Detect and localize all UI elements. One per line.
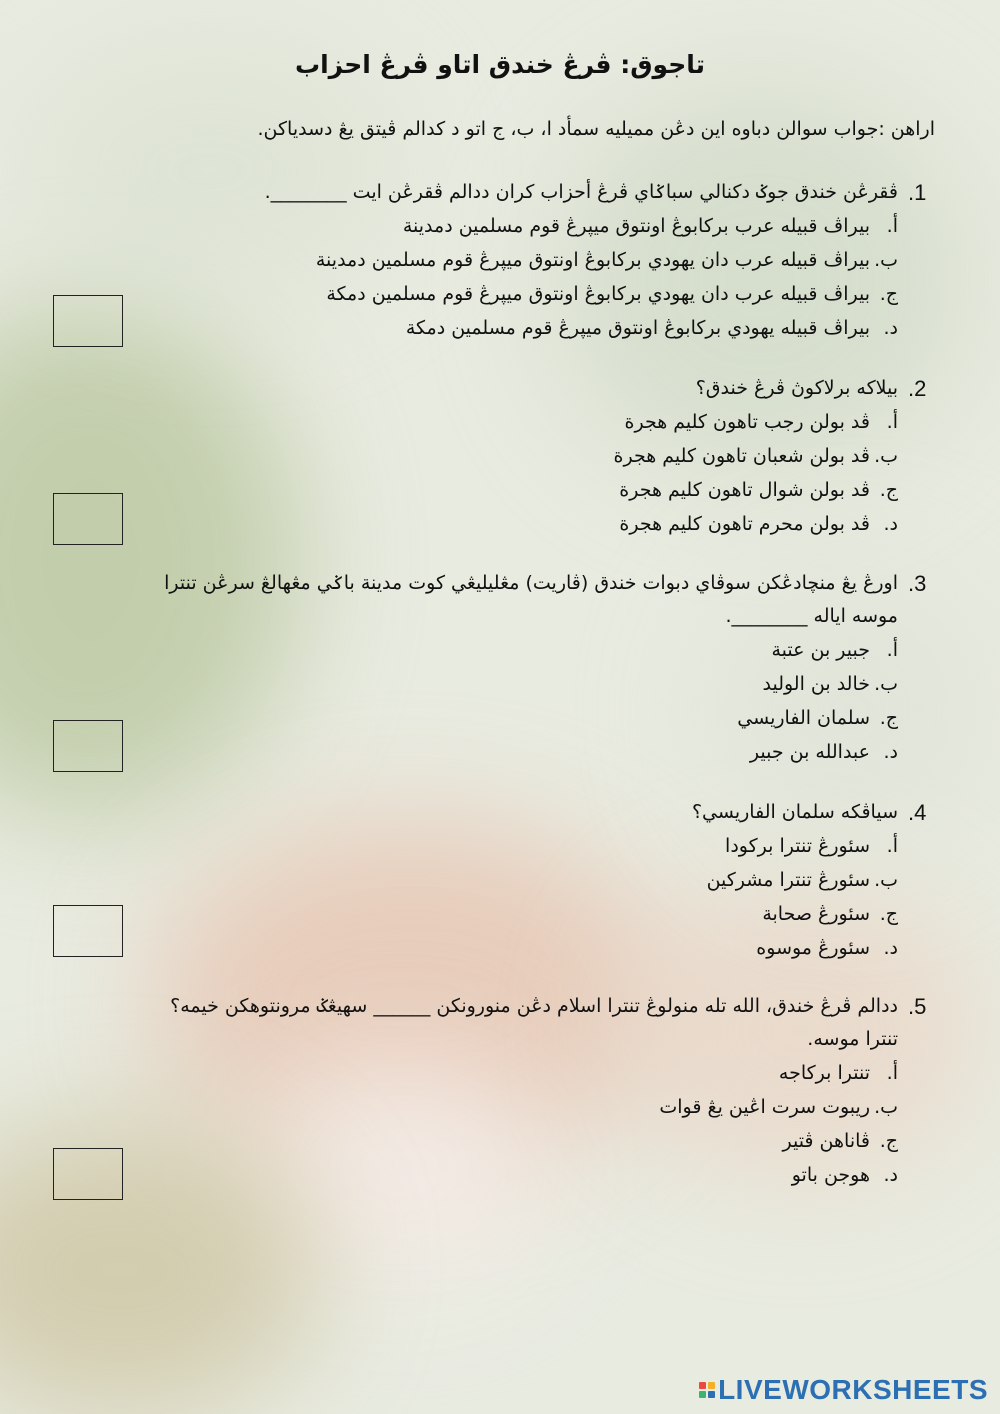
- option-c: [48, 701, 948, 735]
- option-text: بيراڤ قبيله عرب دان يهودي بركابوڠ اونتوق ميڽرڠ قوم مسلمين دمدينة: [315, 249, 870, 271]
- answer-box-1[interactable]: [53, 295, 123, 347]
- option-c: [88, 897, 948, 931]
- option-letter: ب.: [874, 869, 898, 891]
- option-text: هوجن باتو: [791, 1164, 870, 1186]
- option-d: [88, 931, 948, 965]
- question-5-text-line-2: [48, 1023, 948, 1056]
- option-c: [88, 277, 948, 311]
- question-number: 5.: [908, 994, 927, 1019]
- option-b: [48, 1090, 948, 1124]
- question-2-text-line: [88, 372, 948, 405]
- option-text: ڤد بولن شوال تاهون كليم هجرة: [619, 479, 870, 501]
- option-letter: د.: [883, 513, 898, 535]
- option-a: [88, 209, 948, 243]
- option-letter: أ.: [886, 215, 898, 237]
- option-text: بيراڤ قبيله عرب بركابوڠ اونتوق ميڽرڠ قوم مسلمين دمدينة: [402, 215, 870, 237]
- logo-square: [699, 1391, 706, 1398]
- question-1: [88, 176, 948, 345]
- option-letter: د.: [883, 317, 898, 339]
- question-text: سياڤكه سلمان الفاريسي؟: [691, 801, 898, 823]
- option-letter: ب.: [874, 1096, 898, 1118]
- worksheet-title: تاجوق: ڤرڠ خندق اتاو ڤرڠ احزاب: [294, 50, 706, 79]
- option-text: ريبوت سرت اڠين يڠ قوات: [659, 1096, 870, 1118]
- option-letter: أ.: [886, 639, 898, 661]
- liveworksheets-logo[interactable]: [699, 1374, 988, 1406]
- option-d: [48, 735, 948, 769]
- question-text-continued: تنترا موسه.: [807, 1028, 898, 1050]
- option-text: عبدالله بن جبير: [749, 741, 870, 763]
- option-letter: ج.: [879, 479, 898, 501]
- question-3-text-line: [48, 567, 948, 600]
- option-b: [88, 439, 948, 473]
- question-1-text-line: [88, 176, 948, 209]
- option-text: سئورڠ تنترا مشركين: [706, 869, 870, 891]
- option-text: تنترا بركاجه: [778, 1062, 870, 1084]
- option-text: بيراڤ قبيله عرب دان يهودي بركابوڠ اونتوق ميڽرڠ قوم مسلمين دمكة: [326, 283, 870, 305]
- logo-square: [708, 1382, 715, 1389]
- option-letter: ج.: [879, 903, 898, 925]
- option-letter: ج.: [879, 283, 898, 305]
- option-text: بيراڤ قبيله يهودي بركابوڠ اونتوق ميڽرڠ قوم مسلمين دمكة: [405, 317, 870, 339]
- option-letter: ب.: [874, 249, 898, 271]
- option-letter: ب.: [874, 673, 898, 695]
- option-text: خالد بن الوليد: [762, 673, 870, 695]
- question-text: ددالم ڤرڠ خندق، الله تله منولوڠ تنترا اسلام دڠن منورونكن ______ سهيڠݢ مرونتوهكن خيمه؟: [170, 995, 898, 1017]
- question-number: 3.: [908, 571, 927, 596]
- question-number: 4.: [908, 800, 927, 825]
- option-a: [88, 829, 948, 863]
- question-number: 1.: [908, 180, 927, 205]
- liveworksheets-logo-icon: [699, 1382, 715, 1398]
- question-text-continued: موسه اياله ________.: [725, 605, 898, 627]
- logo-text: LIVEWORKSHEETS: [718, 1374, 988, 1405]
- option-letter: د.: [883, 937, 898, 959]
- option-b: [88, 863, 948, 897]
- question-4: [88, 796, 948, 965]
- option-letter: د.: [883, 741, 898, 763]
- option-letter: ج.: [879, 1130, 898, 1152]
- option-letter: أ.: [886, 835, 898, 857]
- option-letter: أ.: [886, 411, 898, 433]
- option-letter: ج.: [879, 707, 898, 729]
- option-text: سئورڠ موسوه: [756, 937, 870, 959]
- option-text: ڤاناهن ڤتير: [782, 1130, 870, 1152]
- option-d: [88, 507, 948, 541]
- question-text: بيلاكه برلاكوڽ ڤرڠ خندق؟: [695, 377, 898, 399]
- option-a: [88, 405, 948, 439]
- option-text: سئورڠ تنترا بركودا: [725, 835, 870, 857]
- question-number: 2.: [908, 376, 927, 401]
- question-text: اورڠ يڠ منچادڠكن سوڤاي دبوات خندق (ڤاريت) مڠليليڠي كوت مدينة باݢي مڠهالڠ سرڠن تنترا: [164, 572, 898, 594]
- option-a: [48, 633, 948, 667]
- option-text: سلمان الفاريسي: [737, 707, 870, 729]
- option-c: [88, 473, 948, 507]
- question-4-text-line: [88, 796, 948, 829]
- option-b: [88, 243, 948, 277]
- option-text: ڤد بولن رجب تاهون كليم هجرة: [624, 411, 870, 433]
- option-letter: ب.: [874, 445, 898, 467]
- instructions: اراهن :جواب سوالن دباوه اين دڠن مميليه سمأد ا، ب، ج اتو د كدالم ڤيتق يڠ دسدياكن.: [257, 118, 935, 140]
- option-text: ڤد بولن محرم تاهون كليم هجرة: [619, 513, 870, 535]
- option-letter: د.: [883, 1164, 898, 1186]
- option-letter: أ.: [886, 1062, 898, 1084]
- question-2: [88, 372, 948, 541]
- logo-square: [699, 1382, 706, 1389]
- question-3: [48, 567, 948, 769]
- answer-box-4[interactable]: [53, 905, 123, 957]
- option-text: سئورڠ صحابة: [762, 903, 870, 925]
- option-b: [48, 667, 948, 701]
- option-d: [48, 1158, 948, 1192]
- question-3-text-line-2: [48, 600, 948, 633]
- option-text: جبير بن عتبة: [771, 639, 870, 661]
- answer-box-2[interactable]: [53, 493, 123, 545]
- answer-box-5[interactable]: [53, 1148, 123, 1200]
- answer-box-3[interactable]: [53, 720, 123, 772]
- logo-square: [708, 1391, 715, 1398]
- question-text: ڤقرڠن خندق جوݢ دكنالي سباݢاي ڤرڠ أحزاب كران ددالم ڤقرڠن ايت ________.: [264, 181, 898, 203]
- option-text: ڤد بولن شعبان تاهون كليم هجرة: [613, 445, 870, 467]
- question-5: [48, 990, 948, 1192]
- option-a: [48, 1056, 948, 1090]
- question-5-text-line: [48, 990, 948, 1023]
- option-c: [48, 1124, 948, 1158]
- option-d: [88, 311, 948, 345]
